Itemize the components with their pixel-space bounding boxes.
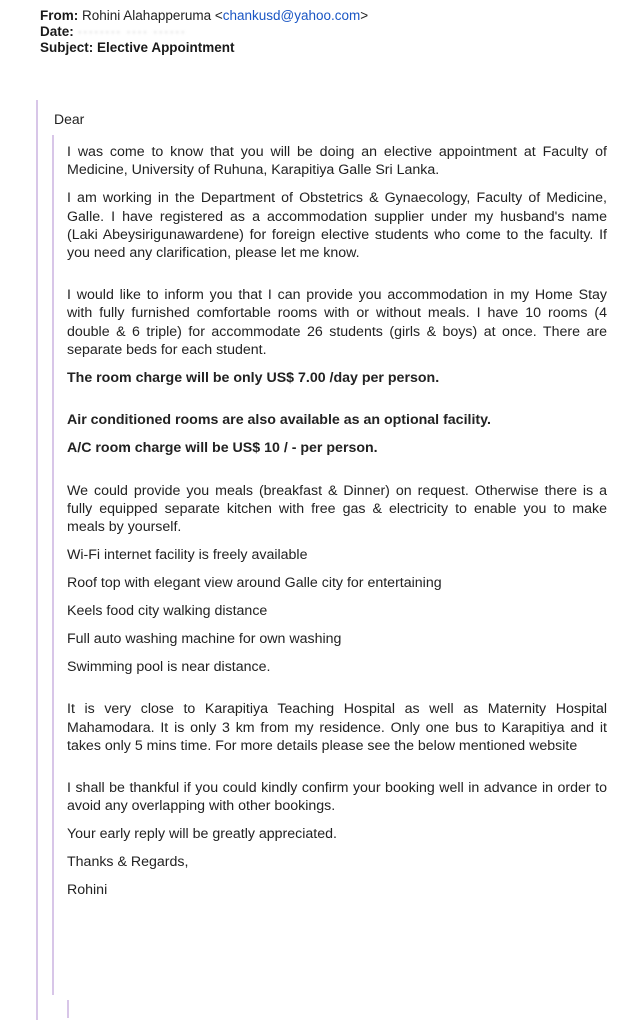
feature-wifi: Wi-Fi internet facility is freely available bbox=[67, 547, 308, 564]
feature-pool: Swimming pool is near distance. bbox=[67, 659, 271, 676]
quote-bar-outer bbox=[36, 100, 38, 1020]
date-line bbox=[40, 24, 186, 40]
subject-label: Subject: bbox=[40, 40, 94, 55]
quote-bar-fragment bbox=[67, 1000, 69, 1018]
from-label: From: bbox=[40, 8, 79, 23]
room-charge: The room charge will be only US$ 7.00 /day per person. bbox=[67, 370, 440, 387]
greeting: Dear bbox=[54, 111, 85, 127]
date-value: ········ ···· ······ bbox=[77, 24, 186, 40]
from-line: From: Rohini Alahapperuma <chankusd@yahoo.com> bbox=[40, 8, 369, 23]
paragraph-appreciation: Your early reply will be greatly appreciated. bbox=[67, 826, 337, 843]
signature-name: Rohini bbox=[67, 882, 108, 899]
sender-name: Rohini Alahapperuma bbox=[82, 8, 212, 23]
paragraph-meals: We could provide you meals (breakfast & Dinner) on request. Otherwise there is a fully equipped separate kitchen with free gas & electricity to enable you to make meals by yourself. bbox=[67, 482, 607, 536]
quote-bar-inner bbox=[52, 135, 54, 995]
paragraph-intro: I was come to know that you will be doing an elective appointment at Faculty of Medicine, University of Ruhuna, Karapitiya Galle Sri Lanka. bbox=[67, 144, 607, 179]
message-body bbox=[67, 143, 607, 909]
paragraph-accommodation: I would like to inform you that I can provide you accommodation in my Home Stay with fully furnished comfortable rooms with or without meals. I have 10 rooms (4 double & 6 triple) for accommodate 26 students (girls & boys) at once. There are separate beds for each student. bbox=[67, 287, 607, 358]
sign-off: Thanks & Regards, bbox=[67, 854, 189, 871]
paragraph-location: It is very close to Karapitiya Teaching Hospital as well as Maternity Hospital Mahamodara. It is only 3 km from my residence. Only one bus to Karapitiya and it takes only 5 mins time. For more details please see the below mentioned website bbox=[67, 701, 607, 754]
subject-value: Elective Appointment bbox=[97, 40, 235, 55]
feature-washing: Full auto washing machine for own washing bbox=[67, 631, 342, 648]
sender-email-link[interactable]: chankusd@yahoo.com bbox=[222, 8, 361, 23]
paragraph-department: I am working in the Department of Obstetrics & Gynaecology, Faculty of Medicine, Galle. I have registered as a accommodation supplier under my husband's name (Laki Abeysirigunawardene) for foreign elective students who come to the faculty. If you need any clarification, please let me know. bbox=[67, 190, 607, 262]
ac-room-charge: A/C room charge will be US$ 10 / - per person. bbox=[67, 440, 378, 457]
date-label: Date: bbox=[40, 24, 74, 39]
feature-rooftop: Roof top with elegant view around Galle city for entertaining bbox=[67, 575, 442, 592]
subject-line bbox=[40, 40, 235, 56]
ac-availability: Air conditioned rooms are also available as an optional facility. bbox=[67, 412, 491, 429]
feature-keels: Keels food city walking distance bbox=[67, 603, 268, 620]
paragraph-booking: I shall be thankful if you could kindly confirm your booking well in advance in order to avoid any overlapping with other bookings. bbox=[67, 780, 607, 815]
